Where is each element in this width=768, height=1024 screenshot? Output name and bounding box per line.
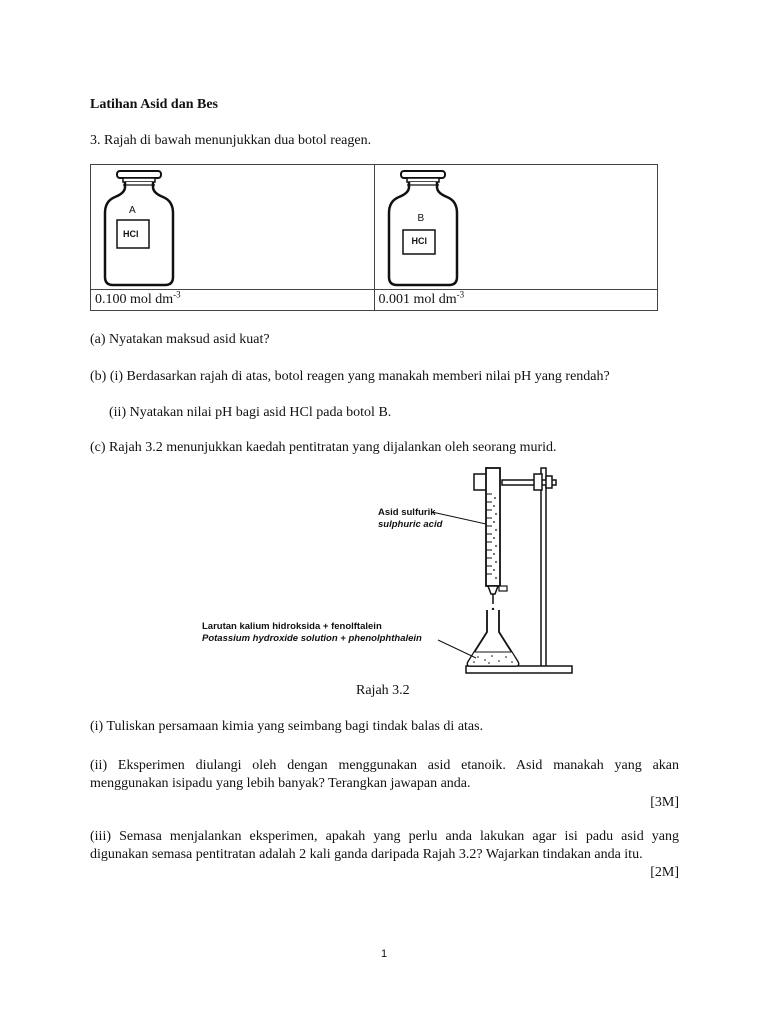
acid-label-english: sulphuric acid [378,519,443,530]
bottle-a-conc-exponent: -3 [173,289,181,300]
bottle-b-conc-value: 0.001 mol dm [378,292,457,307]
bottle-b-letter: B [417,213,425,224]
acid-label-malay: Asid sulfurik [378,507,436,518]
worksheet-title: Latihan Asid dan Bes [90,97,218,112]
base-label-english: Potassium hydroxide solution + phenolphthalein [202,633,422,644]
bottle-b-drawing [383,169,463,289]
question-b-ii: (ii) Nyatakan nilai pH bagi asid HCl pada botol B. [109,405,392,420]
question-c-iii: (iii) Semasa menjalankan eksperimen, apakah yang perlu anda lakukan agar isi padu asid yang digunakan semasa pentitratan adalah 2 kali ganda daripada Rajah 3.2? Wajarkan tindakan anda itu. [90,829,679,862]
bottle-b-cell [374,165,658,290]
bottle-b-hcl-label: HCl [411,236,427,246]
reagent-bottles-table [90,164,658,311]
bottle-a-letter: A [129,205,136,216]
bottle-a-concentration [91,290,375,311]
question-3-intro: 3. Rajah di bawah menunjukkan dua botol reagen. [90,133,372,148]
base-label-malay: Larutan kalium hidroksida + fenolftalein [202,621,382,632]
question-c-ii-marks: [3M] [650,795,679,810]
bottle-b-conc-exponent: -3 [456,289,465,300]
question-c-i: (i) Tuliskan persamaan kimia yang seimbang bagi tindak balas di atas. [90,719,484,734]
question-a: (a) Nyatakan maksud asid kuat? [90,332,270,347]
question-c-iii-marks: [2M] [650,865,679,880]
bottle-a-cell [91,165,375,290]
question-c-ii: (ii) Eksperimen diulangi oleh dengan menggunakan asid etanoik. Asid manakah yang akan menggunakan isipadu yang lebih banyak? Terangkan jawapan anda. [90,758,679,791]
question-c: (c) Rajah 3.2 menunjukkan kaedah pentitratan yang dijalankan oleh seorang murid. [90,440,557,455]
bottle-a-conc-value: 0.100 mol dm [95,292,174,307]
bottle-a-hcl-label: HCl [123,229,139,239]
titration-apparatus-drawing [430,460,630,680]
figure-caption: Rajah 3.2 [356,683,410,698]
bottle-b-concentration [374,290,658,311]
bottle-a-drawing [99,169,179,289]
question-b-i: (b) (i) Berdasarkan rajah di atas, botol reagen yang manakah memberi nilai pH yang rendah? [90,369,610,384]
page-number: 1 [381,948,388,960]
